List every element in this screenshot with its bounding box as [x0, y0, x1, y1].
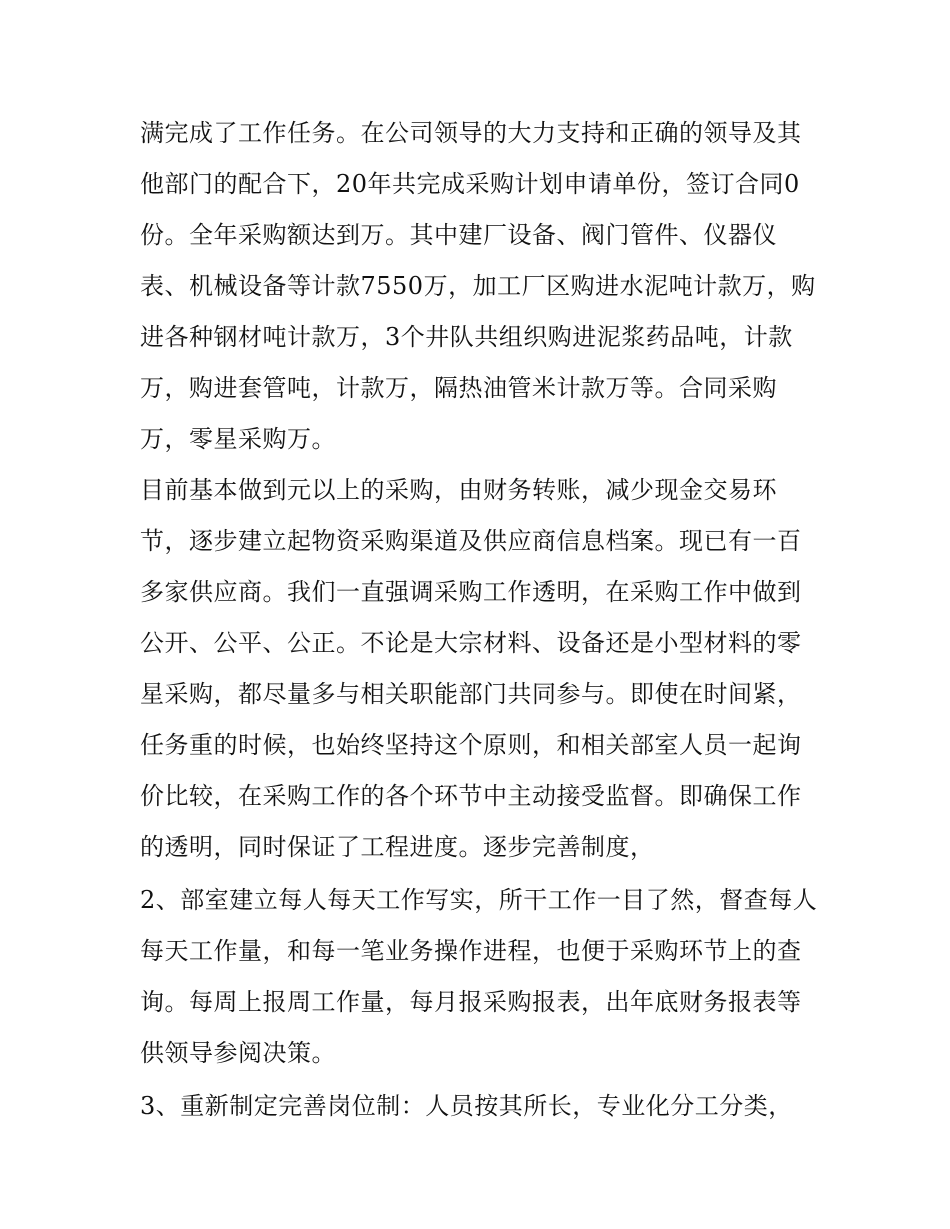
document-body	[140, 108, 820, 1132]
paragraph-post-system: 3、重新制定完善岗位制：人员按其所长，专业化分工分类，	[140, 1092, 793, 1120]
paragraph-procurement-summary: 满完成了工作任务。在公司领导的大力支持和正确的领导及其他部门的配合下，20年共完成采购计划申请单份，签订合同0份。全年采购额达到万。其中建厂设备、阀门管件、仪器仪表、机械设备等计款7550万，加工厂区购进水泥吨计款万，购进各种钢材吨计款万，3个井队共组织购进泥浆药品吨，计款万，购进套管吨，计款万，隔热油管米计款万等。合同采购万，零星采购万。	[140, 119, 816, 453]
paragraph-procurement-transparency: 目前基本做到元以上的采购，由财务转账，减少现金交易环节，逐步建立起物资采购渠道及供应商信息档案。现已有一百多家供应商。我们一直强调采购工作透明，在采购工作中做到公开、公平、公正。不论是大宗材料、设备还是小型材料的零星采购，都尽量多与相关职能部门共同参与。即使在时间紧，任务重的时候，也始终坚持这个原则，和相关部室人员一起询价比较，在采购工作的各个环节中主动接受监督。即确保工作的透明，同时保证了工程进度。逐步完善制度，	[140, 476, 802, 861]
paragraph-daily-work-record: 2、部室建立每人每天工作写实，所干工作一目了然，督查每人每天工作量，和每一笔业务操作进程，也便于采购环节上的查询。每周上报周工作量，每月报采购报表，出年底财务报表等供领导参阅决策。	[140, 886, 818, 1067]
